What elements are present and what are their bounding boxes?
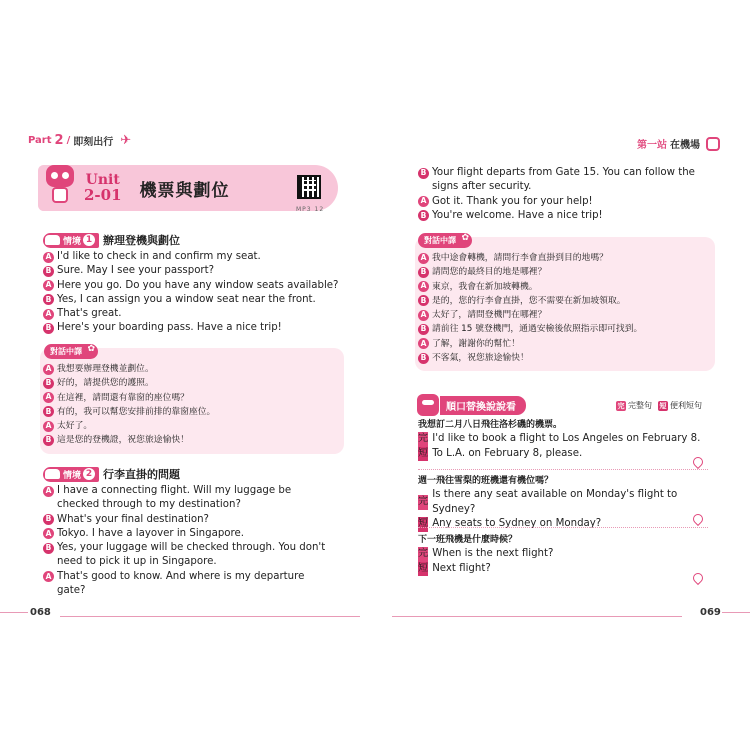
dialogue-line: B Here's your boarding pass. Have a nice trip!: [43, 321, 343, 335]
short-phrase: Next flight?: [432, 562, 491, 574]
dialogue-line: A I'd like to check in and confirm my seat.: [43, 250, 343, 264]
scene-tag: 情境 1: [43, 233, 99, 248]
substitution-item-2: 週一飛往雪梨的班機還有機位嗎？ 完 Is there any seat available on Monday's flight to Sydney? 短 Any seats to Sydney on Monday?: [418, 474, 708, 532]
footer-line: [722, 612, 750, 613]
robot-icon: [706, 137, 720, 151]
translation-line: B 有的，我可以幫您安排前排的靠窗座位。: [43, 405, 338, 419]
unit-label: Unit 2-01: [84, 172, 122, 204]
unit-title: 機票與劃位: [139, 180, 230, 201]
substitution-item-3: 下一班飛機是什麼時候？ 完 When is the next flight? 短 Next flight?: [418, 533, 708, 576]
translation-tag: 對話中譯 ✿: [418, 233, 472, 248]
translation-tag: 對話中譯 ✿: [44, 344, 98, 359]
scene-2-title: 行李直掛的問題: [103, 468, 181, 481]
translation-line: B 是的，您的行李會直掛，您不需要在新加坡領取。: [418, 294, 710, 308]
scene-1-header: [43, 232, 180, 248]
substitution-question: 週一飛往雪梨的班機還有機位嗎？: [418, 476, 554, 486]
substitution-header: [417, 394, 526, 416]
scene-2-dialogue-continued: [418, 166, 708, 223]
footer-line: [60, 616, 360, 617]
dialogue-line: B You're welcome. Have a nice trip!: [418, 209, 708, 223]
dialogue-line: B Your flight departs from Gate 15. You can follow the signs after security.: [418, 166, 708, 195]
scene-1-dialogue: [43, 250, 343, 336]
dialogue-line: B Sure. May I see your passport?: [43, 264, 343, 278]
plane-icon: ✈: [120, 133, 132, 148]
station-header: [637, 136, 720, 151]
divider: [418, 469, 708, 470]
substitution-title: 順口替換說說看: [440, 396, 526, 415]
robot-icon: [417, 394, 439, 416]
dialogue-line: B What's your final destination?: [43, 513, 333, 527]
translation-line: A 了解，謝謝你的幫忙！: [418, 337, 710, 351]
qr-code-icon[interactable]: [297, 175, 321, 199]
dialogue-line: A Tokyo. I have a layover in Singapore.: [43, 527, 333, 541]
dialogue-line: A Got it. Thank you for your help!: [418, 195, 708, 209]
part-header: Part 2 / 即刻出行 ✈: [28, 133, 132, 148]
translation-line: A 東京，我會在新加坡轉機。: [418, 280, 710, 294]
part-number: 2: [54, 133, 64, 148]
mp3-track-label: MP3 12: [296, 206, 325, 213]
mascot-robot-icon: [42, 163, 82, 207]
dialogue-line: A Here you go. Do you have any window seats available?: [43, 279, 343, 293]
translation-line: B 好的，請提供您的護照。: [43, 376, 338, 390]
station-label: 第一站: [637, 140, 667, 151]
scene-2-header: [43, 466, 180, 482]
dialogue-line: B Yes, I can assign you a window seat near the front.: [43, 293, 343, 307]
substitution-item-1: 我想訂二月八日飛往洛杉磯的機票。 完 I'd like to book a flight to Los Angeles on February 8. 短 To L.A. on February 8, please.: [418, 418, 708, 461]
translation-1-lines: [43, 362, 338, 448]
substitution-question: 下一班飛機是什麼時候？: [418, 535, 518, 545]
station-place: 在機場: [670, 140, 700, 151]
translation-line: A 我中途會轉機，請問行李會直掛到目的地嗎？: [418, 251, 710, 265]
scene-1-title: 辦理登機與劃位: [103, 234, 181, 247]
translation-line: B 不客氣，祝您旅途愉快！: [418, 351, 710, 365]
translation-line: A 太好了。: [43, 419, 338, 433]
full-sentence: I'd like to book a flight to Los Angeles on February 8.: [432, 433, 701, 444]
scene-tag: 情境 2: [43, 467, 99, 482]
unit-banner: [38, 165, 338, 211]
translation-line: A 我想要辦理登機並劃位。: [43, 362, 338, 376]
translation-line: A 太好了，請問登機門在哪裡？: [418, 308, 710, 322]
substitution-question: 我想訂二月八日飛往洛杉磯的機票。: [418, 420, 563, 430]
part-title: 即刻出行: [73, 137, 114, 148]
footer-line: [0, 612, 28, 613]
translation-line: A 在這裡，請問還有靠窗的座位嗎？: [43, 391, 338, 405]
footer-line: [392, 616, 682, 617]
translation-2-lines: [418, 251, 710, 365]
legend: 完 完整句 短 便利短句: [617, 401, 702, 410]
divider: [418, 527, 708, 528]
scene-2-dialogue: [43, 484, 333, 598]
full-sentence: When is the next flight?: [432, 548, 554, 559]
dialogue-line: A That's great.: [43, 307, 343, 321]
short-phrase: To L.A. on February 8, please.: [432, 447, 583, 459]
short-phrase: Any seats to Sydney on Monday?: [432, 518, 602, 529]
left-page-number: 068: [30, 607, 51, 618]
full-sentence: Is there any seat available on Monday's flight to Sydney?: [432, 489, 678, 515]
part-label: Part: [28, 135, 52, 146]
right-page-number: 069: [700, 607, 721, 618]
translation-line: B 請問您的最終目的地是哪裡？: [418, 265, 710, 279]
translation-line: B 請前往 15 號登機門，通過安檢後依照指示即可找到。: [418, 322, 710, 336]
dialogue-line: B Yes, your luggage will be checked through. You don't need to pick it up in Singapore.: [43, 541, 333, 570]
dialogue-line: A That's good to know. And where is my departure gate?: [43, 570, 333, 599]
dialogue-line: A I have a connecting flight. Will my luggage be checked through to my destination?: [43, 484, 333, 513]
translation-line: B 這是您的登機證，祝您旅途愉快！: [43, 433, 338, 447]
